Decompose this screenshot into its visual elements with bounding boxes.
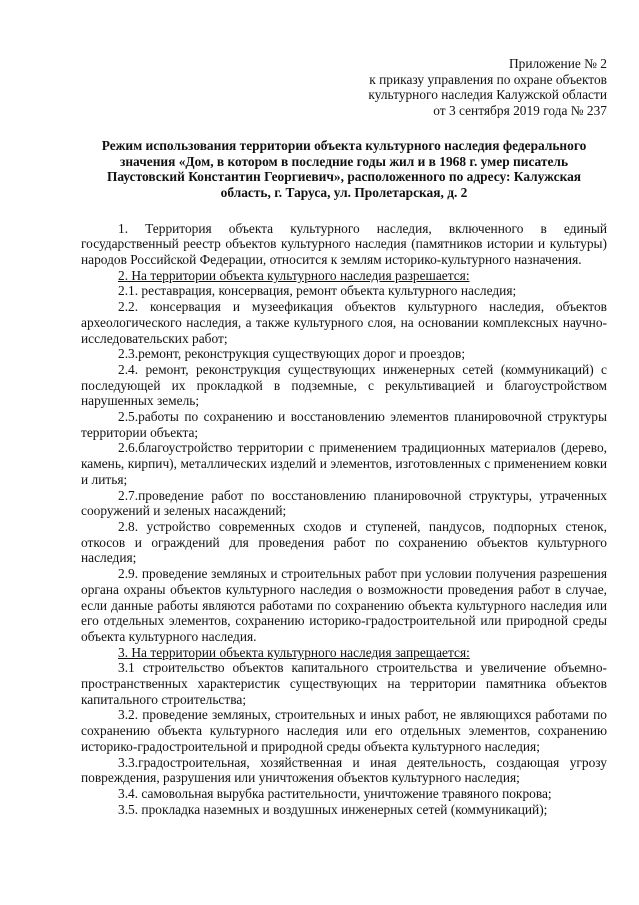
paragraph-text: 3. На территории объекта культурного наследия запрещается:	[118, 644, 470, 660]
paragraph-text: 2.6.благоустройство территории с применением традиционных материалов (дерево, камень, кирпич), металлических изделий и элементов, изготовленных с применением ковки и литья;	[81, 440, 607, 487]
paragraph-text: 3.4. самовольная вырубка растительности, уничтожение травяного покрова;	[118, 785, 552, 801]
appendix-line: к приказу управления по охране объектов	[369, 71, 607, 87]
document-body	[81, 221, 607, 818]
paragraph-text: 3.5. прокладка наземных и воздушных инженерных сетей (коммуникаций);	[118, 801, 548, 817]
appendix-line: культурного наследия Калужской области	[368, 87, 607, 103]
paragraph	[81, 299, 607, 346]
paragraph	[81, 519, 607, 566]
paragraph-text: 3.2. проведение земляных, строительных и иных работ, не являющихся работами по сохранению объекта культурного наследия или его отдельных элементов, сохранению историко-градостроительной и природной среды объекта культурного наследия;	[81, 707, 607, 754]
paragraph-text: 3.3.градостроительная, хозяйственная и иная деятельность, создающая угрозу повреждения, разрушения или уничтожения объектов культурного наследия;	[81, 754, 607, 786]
section-heading	[81, 268, 607, 284]
document-title: Режим использования территории объекта культурного наследия федерального значения «Дом, в котором в последние годы жил и в 1968 г. умер писатель Паустовский Константин Георгиевич», расположенного по адресу: Калужская область, г. Таруса, ул. Пролетарская, д. 2	[101, 137, 587, 200]
paragraph-text: 2.4. ремонт, реконструкция существующих инженерных сетей (коммуникаций) с последующей их прокладкой в подземные, с рекультивацией и благоустройством нарушенных земель;	[81, 361, 607, 409]
appendix-line: от 3 сентября 2019 года № 237	[433, 103, 607, 119]
paragraph-text: 2.3.ремонт, реконструкция существующих дорог и проездов;	[118, 346, 466, 362]
paragraph-text: 2. На территории объекта культурного наследия разрешается:	[118, 267, 470, 283]
paragraph-text: 3.1 строительство объектов капитального строительства и увеличение объемно-пространственных характеристик существующих на территории памятника объектов капитального строительства;	[81, 660, 607, 707]
paragraph-text: 2.8. устройство современных сходов и ступеней, пандусов, подпорных стенок, откосов и ограждений для проведения работ по сохранению объектов культурного наследия;	[81, 518, 607, 566]
paragraph	[81, 755, 607, 786]
paragraph	[81, 660, 607, 707]
paragraph-text: 2.9. проведение земляных и строительных работ при условии получения разрешения органа охраны объектов культурного наследия о возможности проведения работ в случае, если данные работы являются работами по сохранению объекта культурного наследия или его отдельных элементов, сохранению историко-градостроительной или природной среды объекта культурного наследия.	[81, 566, 607, 644]
paragraph-text: 2.7.проведение работ по восстановлению планировочной структуры, утраченных сооружений и зеленых насаждений;	[81, 487, 607, 519]
paragraph	[81, 786, 607, 802]
paragraph	[81, 283, 607, 299]
paragraph	[81, 566, 607, 645]
section-heading	[81, 645, 607, 661]
paragraph-text: 2.5.работы по сохранению и восстановлению элементов планировочной структуры территории объекта;	[81, 409, 607, 440]
paragraph-text: 2.1. реставрация, консервация, ремонт объекта культурного наследия;	[118, 283, 517, 299]
paragraph	[81, 707, 607, 754]
paragraph	[81, 221, 607, 268]
appendix-block	[81, 56, 607, 119]
paragraph	[81, 488, 607, 519]
paragraph	[81, 346, 607, 362]
appendix-line: Приложение № 2	[508, 56, 607, 71]
paragraph	[81, 362, 607, 409]
paragraph	[81, 440, 607, 487]
paragraph	[81, 802, 607, 818]
paragraph-text: 1. Территория объекта культурного наследия, включенного в единый государственный реестр объектов культурного наследия (памятников истории и культуры) народов Российской Федерации, относится к землям историко-культурного назначения.	[81, 220, 607, 268]
paragraph-text: 2.2. консервация и музеефикация объектов культурного наследия, объектов археологического наследия, а также культурного слоя, на основании комплексных научно-исследовательских работ;	[81, 299, 607, 346]
paragraph	[81, 409, 607, 440]
